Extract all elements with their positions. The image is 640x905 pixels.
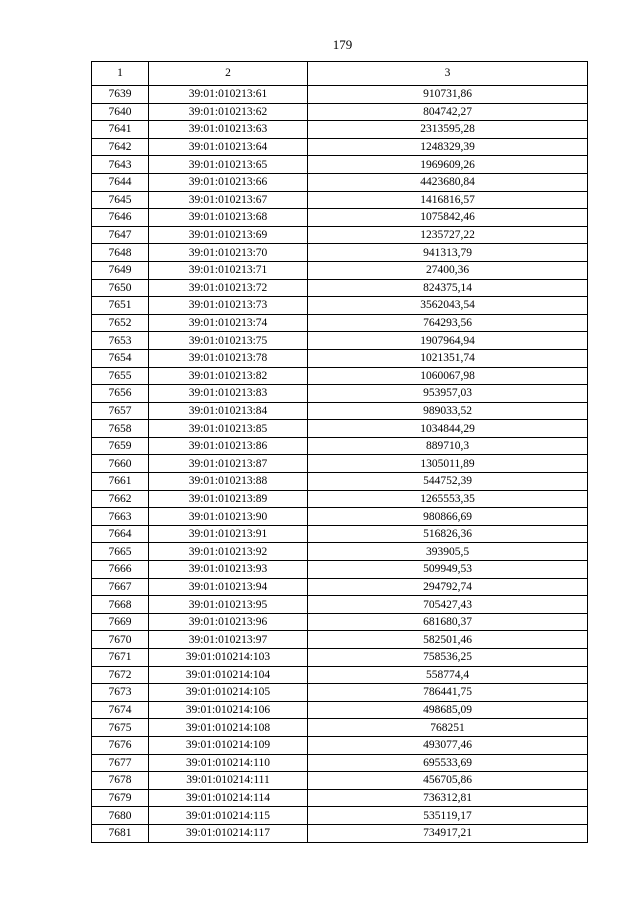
value-cell: 1305011,89	[308, 455, 588, 473]
cadastral-number-cell: 39:01:010214:115	[149, 807, 308, 825]
row-number-cell: 7667	[92, 578, 149, 596]
cadastral-number-cell: 39:01:010213:73	[149, 297, 308, 315]
value-cell: 456705,86	[308, 772, 588, 790]
row-number-cell: 7649	[92, 261, 149, 279]
cadastral-number-cell: 39:01:010214:103	[149, 649, 308, 667]
cadastral-number-cell: 39:01:010213:91	[149, 525, 308, 543]
cadastral-number-cell: 39:01:010214:105	[149, 684, 308, 702]
cadastral-number-cell: 39:01:010213:62	[149, 103, 308, 121]
value-cell: 1265553,35	[308, 490, 588, 508]
value-cell: 516826,36	[308, 525, 588, 543]
value-cell: 824375,14	[308, 279, 588, 297]
row-number-cell: 7658	[92, 420, 149, 438]
value-cell: 1021351,74	[308, 349, 588, 367]
table-row	[92, 578, 588, 596]
row-number-cell: 7674	[92, 701, 149, 719]
row-number-cell: 7669	[92, 613, 149, 631]
table-row	[92, 455, 588, 473]
table-body	[92, 86, 588, 843]
table-row	[92, 226, 588, 244]
row-number-cell: 7639	[92, 86, 149, 104]
row-number-cell: 7681	[92, 824, 149, 842]
table-row	[92, 437, 588, 455]
value-cell: 1235727,22	[308, 226, 588, 244]
table-row	[92, 244, 588, 262]
value-cell: 695533,69	[308, 754, 588, 772]
row-number-cell: 7677	[92, 754, 149, 772]
cadastral-number-cell: 39:01:010214:106	[149, 701, 308, 719]
value-cell: 1969609,26	[308, 156, 588, 174]
table-row	[92, 209, 588, 227]
column-header-number: 1	[92, 62, 149, 86]
value-cell: 3562043,54	[308, 297, 588, 315]
cadastral-number-cell: 39:01:010213:94	[149, 578, 308, 596]
page-number: 179	[332, 37, 353, 52]
cadastral-number-cell: 39:01:010213:72	[149, 279, 308, 297]
cadastral-number-cell: 39:01:010213:93	[149, 561, 308, 579]
row-number-cell: 7662	[92, 490, 149, 508]
table-row	[92, 86, 588, 104]
cadastral-number-cell: 39:01:010213:82	[149, 367, 308, 385]
cadastral-number-cell: 39:01:010214:104	[149, 666, 308, 684]
table-row	[92, 789, 588, 807]
value-cell: 493077,46	[308, 736, 588, 754]
row-number-cell: 7680	[92, 807, 149, 825]
value-cell: 889710,3	[308, 437, 588, 455]
cadastral-number-cell: 39:01:010213:63	[149, 121, 308, 139]
table-row	[92, 613, 588, 631]
table-row	[92, 279, 588, 297]
header-row	[92, 62, 588, 86]
table-row	[92, 719, 588, 737]
value-cell: 804742,27	[308, 103, 588, 121]
row-number-cell: 7644	[92, 173, 149, 191]
value-cell: 705427,43	[308, 596, 588, 614]
cadastral-number-cell: 39:01:010213:95	[149, 596, 308, 614]
table-row	[92, 772, 588, 790]
column-header-value: 3	[308, 62, 588, 86]
cadastral-number-cell: 39:01:010213:96	[149, 613, 308, 631]
cadastral-number-cell: 39:01:010214:109	[149, 736, 308, 754]
table-row	[92, 631, 588, 649]
row-number-cell: 7640	[92, 103, 149, 121]
table-row	[92, 121, 588, 139]
value-cell: 393905,5	[308, 543, 588, 561]
row-number-cell: 7672	[92, 666, 149, 684]
value-cell: 558774,4	[308, 666, 588, 684]
cadastral-number-cell: 39:01:010213:64	[149, 138, 308, 156]
value-cell: 1416816,57	[308, 191, 588, 209]
row-number-cell: 7657	[92, 402, 149, 420]
cadastral-number-cell: 39:01:010213:97	[149, 631, 308, 649]
value-cell: 1034844,29	[308, 420, 588, 438]
table-row	[92, 807, 588, 825]
row-number-cell: 7661	[92, 473, 149, 491]
value-cell: 980866,69	[308, 508, 588, 526]
row-number-cell: 7679	[92, 789, 149, 807]
table-row	[92, 420, 588, 438]
cadastral-number-cell: 39:01:010213:90	[149, 508, 308, 526]
table-row	[92, 508, 588, 526]
row-number-cell: 7660	[92, 455, 149, 473]
table-row	[92, 684, 588, 702]
table-row	[92, 173, 588, 191]
value-cell: 535119,17	[308, 807, 588, 825]
table-row	[92, 596, 588, 614]
cadastral-number-cell: 39:01:010214:111	[149, 772, 308, 790]
value-cell: 498685,09	[308, 701, 588, 719]
row-number-cell: 7676	[92, 736, 149, 754]
value-cell: 736312,81	[308, 789, 588, 807]
row-number-cell: 7668	[92, 596, 149, 614]
cadastral-number-cell: 39:01:010214:117	[149, 824, 308, 842]
table-row	[92, 473, 588, 491]
table-row	[92, 332, 588, 350]
table-row	[92, 297, 588, 315]
row-number-cell: 7675	[92, 719, 149, 737]
value-cell: 1075842,46	[308, 209, 588, 227]
cadastral-number-cell: 39:01:010213:75	[149, 332, 308, 350]
cadastral-number-cell: 39:01:010214:108	[149, 719, 308, 737]
value-cell: 786441,75	[308, 684, 588, 702]
cadastral-number-cell: 39:01:010213:67	[149, 191, 308, 209]
value-cell: 2313595,28	[308, 121, 588, 139]
row-number-cell: 7659	[92, 437, 149, 455]
cadastral-number-cell: 39:01:010213:70	[149, 244, 308, 262]
cadastral-number-cell: 39:01:010213:84	[149, 402, 308, 420]
cadastral-number-cell: 39:01:010214:114	[149, 789, 308, 807]
cadastral-number-cell: 39:01:010214:110	[149, 754, 308, 772]
value-cell: 544752,39	[308, 473, 588, 491]
value-cell: 27400,36	[308, 261, 588, 279]
row-number-cell: 7670	[92, 631, 149, 649]
table-row	[92, 701, 588, 719]
column-header-cadastral-number: 2	[149, 62, 308, 86]
table-header	[92, 62, 588, 86]
value-cell: 734917,21	[308, 824, 588, 842]
cadastral-number-cell: 39:01:010213:87	[149, 455, 308, 473]
table-row	[92, 138, 588, 156]
table-row	[92, 525, 588, 543]
cadastral-number-cell: 39:01:010213:85	[149, 420, 308, 438]
row-number-cell: 7671	[92, 649, 149, 667]
table-row	[92, 543, 588, 561]
table-row	[92, 314, 588, 332]
table-row	[92, 666, 588, 684]
row-number-cell: 7663	[92, 508, 149, 526]
row-number-cell: 7652	[92, 314, 149, 332]
table-row	[92, 261, 588, 279]
row-number-cell: 7641	[92, 121, 149, 139]
cadastral-number-cell: 39:01:010213:89	[149, 490, 308, 508]
table-row	[92, 490, 588, 508]
row-number-cell: 7654	[92, 349, 149, 367]
value-cell: 953957,03	[308, 385, 588, 403]
table-row	[92, 561, 588, 579]
table-row	[92, 754, 588, 772]
value-cell: 294792,74	[308, 578, 588, 596]
value-cell: 910731,86	[308, 86, 588, 104]
row-number-cell: 7678	[92, 772, 149, 790]
row-number-cell: 7664	[92, 525, 149, 543]
value-cell: 941313,79	[308, 244, 588, 262]
table-row	[92, 191, 588, 209]
cadastral-number-cell: 39:01:010213:86	[149, 437, 308, 455]
cadastral-number-cell: 39:01:010213:61	[149, 86, 308, 104]
cadastral-number-cell: 39:01:010213:68	[149, 209, 308, 227]
value-cell: 681680,37	[308, 613, 588, 631]
row-number-cell: 7665	[92, 543, 149, 561]
table-row	[92, 349, 588, 367]
table-row	[92, 367, 588, 385]
row-number-cell: 7655	[92, 367, 149, 385]
row-number-cell: 7651	[92, 297, 149, 315]
cadastral-number-cell: 39:01:010213:66	[149, 173, 308, 191]
cadastral-number-cell: 39:01:010213:71	[149, 261, 308, 279]
value-cell: 768251	[308, 719, 588, 737]
cadastral-number-cell: 39:01:010213:74	[149, 314, 308, 332]
cadastral-number-cell: 39:01:010213:83	[149, 385, 308, 403]
table-row	[92, 736, 588, 754]
table-row	[92, 385, 588, 403]
row-number-cell: 7646	[92, 209, 149, 227]
row-number-cell: 7656	[92, 385, 149, 403]
row-number-cell: 7643	[92, 156, 149, 174]
table-row	[92, 649, 588, 667]
row-number-cell: 7645	[92, 191, 149, 209]
cadastral-number-cell: 39:01:010213:78	[149, 349, 308, 367]
value-cell: 582501,46	[308, 631, 588, 649]
value-cell: 1248329,39	[308, 138, 588, 156]
value-cell: 764293,56	[308, 314, 588, 332]
row-number-cell: 7666	[92, 561, 149, 579]
row-number-cell: 7647	[92, 226, 149, 244]
value-cell: 758536,25	[308, 649, 588, 667]
row-number-cell: 7648	[92, 244, 149, 262]
value-cell: 1060067,98	[308, 367, 588, 385]
cadastral-number-cell: 39:01:010213:92	[149, 543, 308, 561]
cadastral-number-cell: 39:01:010213:88	[149, 473, 308, 491]
cadastral-number-cell: 39:01:010213:65	[149, 156, 308, 174]
cadastral-value-table	[91, 61, 588, 843]
value-cell: 989033,52	[308, 402, 588, 420]
value-cell: 509949,53	[308, 561, 588, 579]
value-cell: 1907964,94	[308, 332, 588, 350]
row-number-cell: 7673	[92, 684, 149, 702]
row-number-cell: 7642	[92, 138, 149, 156]
value-cell: 4423680,84	[308, 173, 588, 191]
table-row	[92, 103, 588, 121]
cadastral-number-cell: 39:01:010213:69	[149, 226, 308, 244]
table-row	[92, 402, 588, 420]
row-number-cell: 7650	[92, 279, 149, 297]
table-row	[92, 156, 588, 174]
table-row	[92, 824, 588, 842]
row-number-cell: 7653	[92, 332, 149, 350]
